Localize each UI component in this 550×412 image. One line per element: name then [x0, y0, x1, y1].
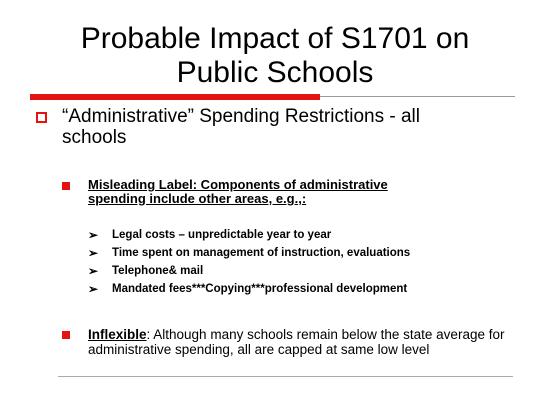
list-item-text: Time spent on management of instruction, evaluations [112, 247, 411, 259]
bullet-text [62, 106, 512, 148]
list-item-text: Mandated fees***Copying***professional development [112, 283, 408, 295]
bullet-text-line-1: “Administrative” Spending Restrictions - all [62, 106, 420, 127]
components-list [88, 226, 508, 298]
list-item-text: Telephone& mail [112, 265, 204, 277]
hollow-square-bullet-icon [36, 112, 47, 123]
title-grey-rule [320, 96, 515, 97]
sub-bullet-line-2: spending include other areas, e.g.,: [88, 191, 307, 206]
bottom-rule [58, 376, 513, 377]
bullet-text-line-2: schools [62, 127, 127, 148]
slide-title [0, 22, 550, 90]
arrow-bullet-icon: ➢ [88, 264, 99, 278]
list-item [88, 226, 508, 244]
title-line-2: Public Schools [176, 56, 374, 89]
title-line-1: Probable Impact of S1701 on [80, 22, 470, 55]
sub-bullet-line-1: Misleading Label: Components of administrative [88, 177, 388, 192]
list-item-text: Legal costs – unpredictable year to year [112, 229, 332, 241]
square-bullet-icon [62, 331, 70, 339]
square-bullet-icon [62, 182, 70, 190]
title-accent-rule [30, 94, 320, 100]
sub-bullet-text [88, 327, 508, 357]
sub-bullet-text [88, 178, 508, 206]
list-item [88, 262, 508, 280]
inflexible-description: : Although many schools remain below the state average for administrative spending, all are capped at same low level [88, 327, 505, 357]
list-item [88, 280, 508, 298]
inflexible-keyword: Inflexible [88, 327, 147, 342]
list-item [88, 244, 508, 262]
arrow-bullet-icon: ➢ [88, 282, 99, 296]
arrow-bullet-icon: ➢ [88, 228, 99, 242]
arrow-bullet-icon: ➢ [88, 246, 99, 260]
